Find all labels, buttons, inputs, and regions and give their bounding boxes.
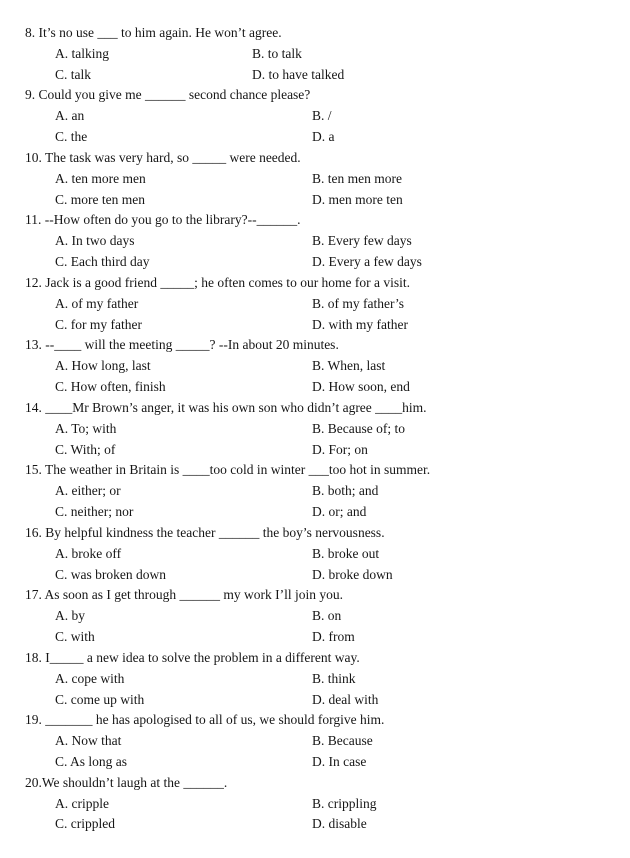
question-text: 16. By helpful kindness the teacher ______ the boy’s nervousness. [25, 524, 385, 540]
option-row [25, 356, 610, 377]
option-d: D. deal with [312, 691, 379, 707]
question-text: 10. The task was very hard, so _____ were needed. [25, 149, 301, 165]
option-c: C. with [55, 629, 95, 645]
question-text: 14. ____Mr Brown’s anger, it was his own son who didn’t agree ____him. [25, 399, 427, 415]
option-c: C. the [55, 129, 88, 145]
question-block [25, 335, 610, 397]
question-block [25, 273, 610, 335]
option-row [25, 481, 610, 502]
option-c: C. more ten men [55, 191, 145, 207]
question-block [25, 710, 610, 772]
question-text: 19. _______ he has apologised to all of us, we should forgive him. [25, 712, 385, 728]
question-block [25, 85, 610, 147]
option-c: C. talk [55, 66, 91, 82]
question-block [25, 585, 610, 647]
option-b: B. of my father’s [312, 295, 404, 311]
question-text: 18. I_____ a new idea to solve the problem in a different way. [25, 649, 360, 665]
option-b: B. both; and [312, 483, 379, 499]
option-row [25, 190, 610, 211]
option-b: B. Because [312, 733, 373, 749]
question-text: 12. Jack is a good friend _____; he often comes to our home for a visit. [25, 274, 411, 290]
question-block [25, 648, 610, 710]
option-row [25, 169, 610, 190]
option-a: A. How long, last [55, 358, 151, 374]
option-c: C. As long as [55, 753, 128, 769]
question-text: 15. The weather in Britain is ____too cold in winter ___too hot in summer. [25, 462, 431, 478]
option-b: B. Every few days [312, 233, 412, 249]
option-row [25, 565, 610, 586]
option-a: A. Now that [55, 733, 122, 749]
option-d: D. How soon, end [312, 379, 410, 395]
option-row [25, 440, 610, 461]
option-d: D. or; and [312, 504, 367, 520]
option-d: D. from [312, 629, 355, 645]
option-c: C. come up with [55, 691, 145, 707]
option-a: A. cope with [55, 670, 125, 686]
option-c: C. With; of [55, 441, 116, 457]
option-b: B. crippling [312, 795, 377, 811]
question-block [25, 23, 610, 85]
question-block [25, 523, 610, 585]
question-text: 11. --How often do you go to the library?--______. [25, 212, 301, 228]
option-a: A. by [55, 608, 85, 624]
option-row [25, 606, 610, 627]
option-b: B. to talk [252, 45, 302, 61]
option-row [25, 690, 610, 711]
option-a: A. an [55, 108, 85, 124]
question-text: 9. Could you give me ______ second chance please? [25, 87, 311, 103]
option-row [25, 315, 610, 336]
question-text: 20.We shouldn’t laugh at the ______. [25, 774, 228, 790]
option-d: D. Every a few days [312, 254, 422, 270]
option-a: A. talking [55, 45, 109, 61]
option-row [25, 502, 610, 523]
option-b: B. / [312, 108, 332, 124]
option-a: A. ten more men [55, 170, 146, 186]
option-a: A. In two days [55, 233, 135, 249]
question-text: 8. It’s no use ___ to him again. He won’t agree. [25, 25, 282, 40]
option-row [25, 544, 610, 565]
option-d: D. disable [312, 816, 367, 832]
option-d: D. with my father [312, 316, 408, 332]
question-block [25, 148, 610, 210]
option-d: D. men more ten [312, 191, 403, 207]
option-c: C. crippled [55, 816, 115, 832]
question-text: 17. As soon as I get through ______ my work I’ll join you. [25, 587, 343, 603]
option-a: A. of my father [55, 295, 139, 311]
option-row [25, 294, 610, 315]
option-b: B. ten men more [312, 170, 402, 186]
question-block [25, 210, 610, 272]
option-d: D. to have talked [252, 66, 345, 82]
option-d: D. In case [312, 753, 367, 769]
option-row [25, 65, 610, 86]
option-row [25, 44, 610, 65]
option-row [25, 731, 610, 752]
option-row [25, 377, 610, 398]
question-block [25, 460, 610, 522]
option-row [25, 794, 610, 815]
option-row [25, 669, 610, 690]
option-row [25, 252, 610, 273]
option-d: D. a [312, 129, 335, 145]
option-row [25, 231, 610, 252]
option-row [25, 814, 610, 835]
option-b: B. Because of; to [312, 420, 405, 436]
option-d: D. For; on [312, 441, 368, 457]
option-c: C. Each third day [55, 254, 150, 270]
option-d: D. broke down [312, 566, 393, 582]
option-row [25, 419, 610, 440]
option-a: A. either; or [55, 483, 121, 499]
option-a: A. To; with [55, 420, 117, 436]
option-c: C. How often, finish [55, 379, 166, 395]
option-row [25, 752, 610, 773]
option-b: B. broke out [312, 545, 380, 561]
option-c: C. neither; nor [55, 504, 134, 520]
option-row [25, 627, 610, 648]
question-text: 13. --____ will the meeting _____? --In about 20 minutes. [25, 337, 339, 353]
option-a: A. cripple [55, 795, 109, 811]
option-row [25, 127, 610, 148]
option-row [25, 106, 610, 127]
option-b: B. When, last [312, 358, 386, 374]
question-block [25, 398, 610, 460]
option-c: C. for my father [55, 316, 142, 332]
questions-list [25, 23, 610, 835]
option-a: A. broke off [55, 545, 122, 561]
option-b: B. on [312, 608, 342, 624]
option-c: C. was broken down [55, 566, 166, 582]
question-block [25, 773, 610, 835]
option-b: B. think [312, 670, 356, 686]
